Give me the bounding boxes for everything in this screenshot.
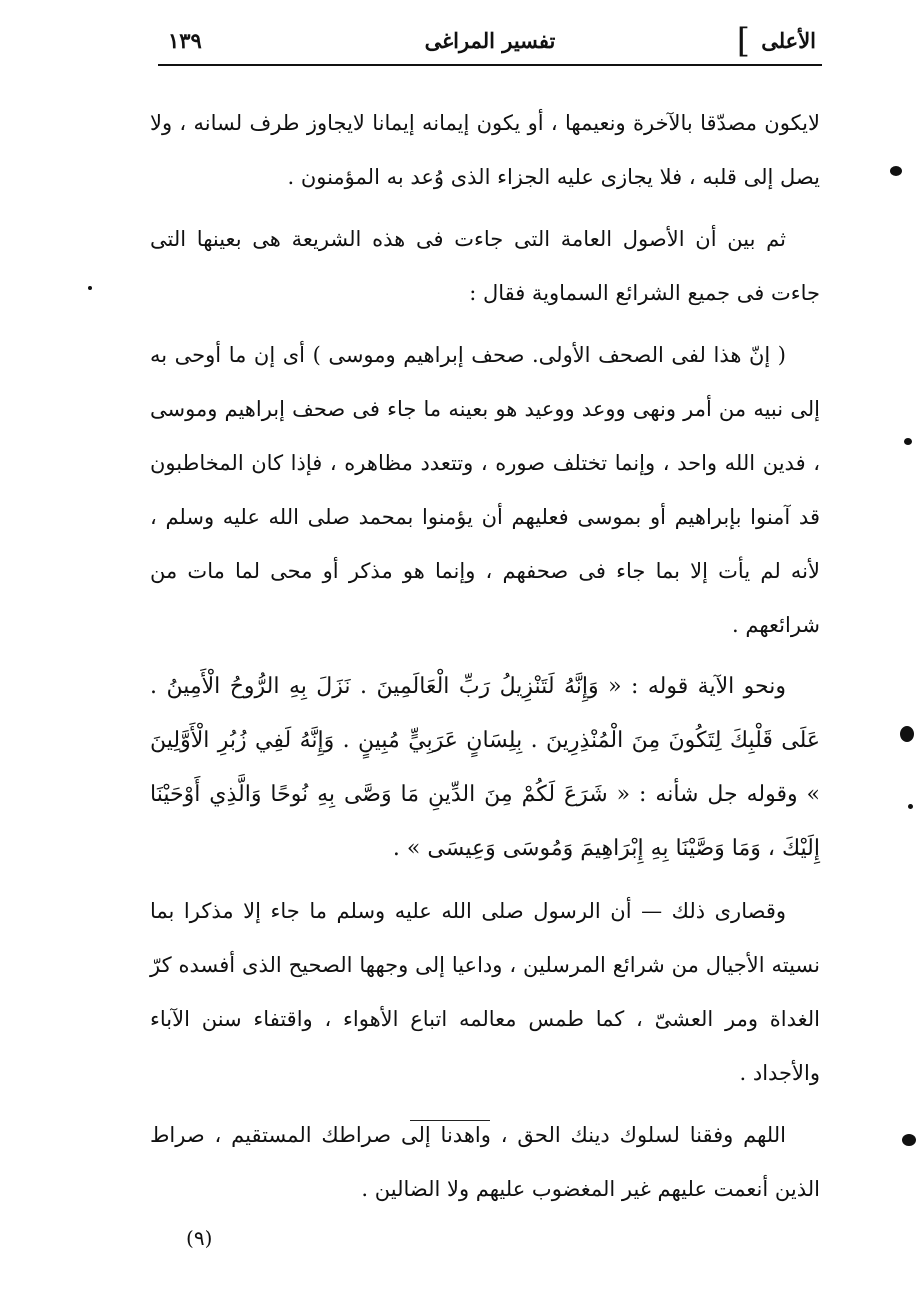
running-header — [158, 22, 822, 66]
scan-speck — [908, 804, 913, 809]
paragraph: لايكون مصدّقا بالآخرة ونعيمها ، أو يكون إيمانه إيمانا لايجاوز طرف لسانه ، ولا يصل إلى قلبه ، فلا يجازى عليه الجزاء الذى وُعد به المؤمنون . — [150, 111, 820, 189]
signature-mark: (٩) — [186, 1226, 213, 1250]
end-rule — [410, 1120, 490, 1121]
book-title: تفسير المراغى — [424, 28, 556, 53]
scan-speck — [890, 166, 902, 176]
scan-speck — [904, 438, 912, 445]
scan-speck — [902, 1134, 916, 1146]
scan-speck — [900, 726, 914, 742]
paragraph: وقصارى ذلك — أن الرسول صلى الله عليه وسلم ما جاء إلا مذكرا بما نسيته الأجيال من شرائع المرسلين ، وداعيا إلى وجهها الصحيح الذى أفسده كرّ الغداة ومر العشىّ ، كما طمس معالمه اتباع الأهواء ، واقتفاء سنن الآباء والأجداد . — [150, 899, 820, 1085]
paragraph: ثم بين أن الأصول العامة التى جاءت فى هذه الشريعة هى بعينها التى جاءت فى جميع الشرائع السماوية فقال : — [150, 227, 820, 305]
surah-name: الأعلى — [761, 28, 816, 53]
main-text — [150, 96, 820, 1224]
page-number: ١٣٩ — [168, 28, 202, 53]
header-rule — [158, 64, 822, 66]
scan-speck — [88, 286, 92, 290]
header-bracket: ] — [736, 21, 750, 61]
paragraph: ( إنّ هذا لفى الصحف الأولى. صحف إبراهيم وموسى ) أى إن ما أوحى به إلى نبيه من أمر ونهى ووعد ووعيد هو بعينه ما جاء فى صحف إبراهيم وموسى ، فدين الله واحد ، وإنما تختلف صوره ، وتتعدد مظاهره ، فإذا كان المخاطبون قد آمنوا بإبراهيم أو بموسى فعليهم أن يؤمنوا بمحمد صلى الله عليه وسلم ، لأنه لم يأت إلا بما جاء فى صحفهم ، وإنما هو مذكر أو محى لما مات من شرائعهم . — [150, 343, 820, 637]
paragraph-quran-citation: ونحو الآية قوله : « وَإِنَّهُ لَتَنْزِيلُ رَبِّ الْعَالَمِينَ . نَزَلَ بِهِ الرُّوحُ الْأَمِينُ . عَلَى قَلْبِكَ لِتَكُونَ مِنَ الْمُنْذِرِينَ . بِلِسَانٍ عَرَبِيٍّ مُبِينٍ . وَإِنَّهُ لَفِي زُبُرِ الْأَوَّلِينَ » وقوله جل شأنه : « شَرَعَ لَكُمْ مِنَ الدِّينِ مَا وَصَّى بِهِ نُوحًا وَالَّذِي أَوْحَيْنَا إِلَيْكَ ، وَمَا وَصَّيْنَا بِهِ إِبْرَاهِيمَ وَمُوسَى وَعِيسَى » . — [150, 674, 820, 861]
paragraph-supplication: اللهم وفقنا لسلوك دينك الحق ، واهدنا إلى صراطك المستقيم ، صراط الذين أنعمت عليهم غير المغضوب عليهم ولا الضالين . — [150, 1123, 820, 1201]
